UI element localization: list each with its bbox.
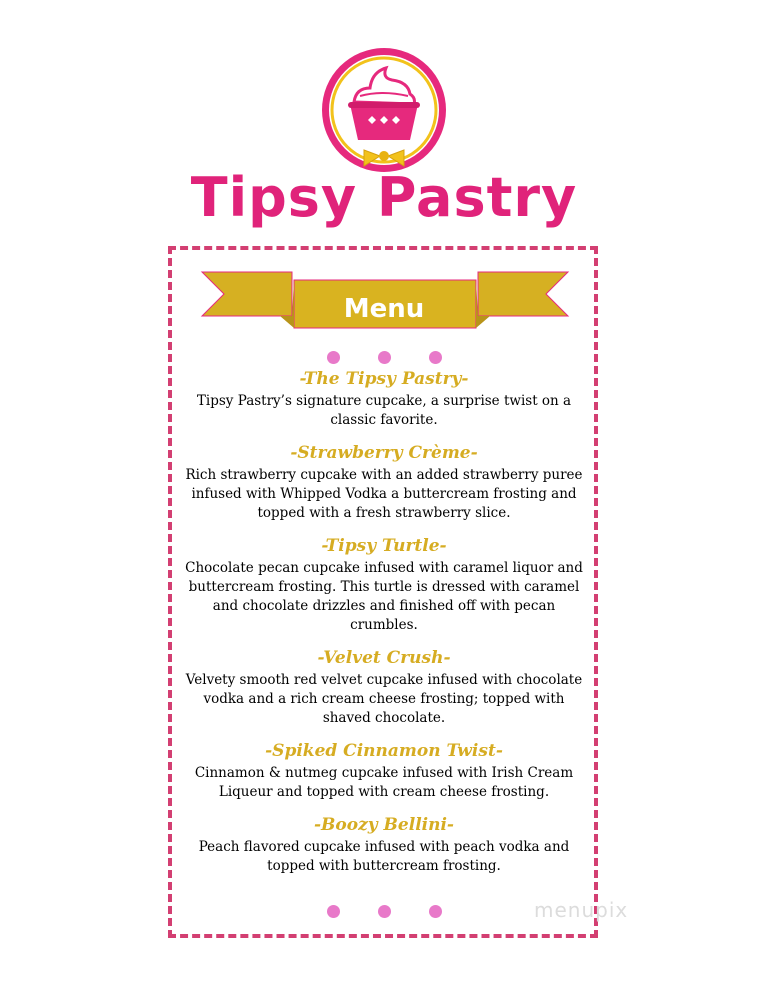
- menu-item-name: -Tipsy Turtle-: [321, 536, 447, 556]
- menu-list: [178, 366, 590, 886]
- menu-item-description: Chocolate pecan cupcake infused with caramel liquor and buttercream frosting. This turtle is dressed with caramel and chocolate drizzles and finished off with pecan crumbles.: [185, 560, 583, 633]
- menu-item-name: -Boozy Bellini-: [314, 815, 454, 835]
- menu-item-description: Velvety smooth red velvet cupcake infused with chocolate vodka and a rich cream cheese frosting; topped with shaved chocolate.: [185, 672, 583, 726]
- dot-icon: [378, 905, 391, 918]
- menu-item-name: -Spiked Cinnamon Twist-: [265, 741, 503, 761]
- cupcake-logo-icon: [320, 46, 448, 174]
- menu-item-description: Cinnamon & nutmeg cupcake infused with Irish Cream Liqueur and topped with cream cheese frosting.: [194, 765, 574, 800]
- dot-icon: [429, 351, 442, 364]
- watermark: menupix: [534, 898, 629, 922]
- menu-item: [178, 366, 590, 430]
- menu-item-name: -Strawberry Crème-: [290, 443, 478, 463]
- menu-heading: Menu: [343, 294, 425, 324]
- menu-item: [178, 812, 590, 876]
- menu-item-description: Tipsy Pastry’s signature cupcake, a surprise twist on a classic favorite.: [196, 393, 572, 428]
- dot-icon: [327, 905, 340, 918]
- brand-title: Tipsy Pastry: [190, 166, 578, 229]
- menu-item: [178, 533, 590, 635]
- menu-item-description: Peach flavored cupcake infused with peach vodka and topped with buttercream frosting.: [198, 839, 570, 874]
- divider-dots-bottom: [0, 905, 768, 918]
- dot-icon: [378, 351, 391, 364]
- dot-icon: [327, 351, 340, 364]
- divider-dots-top: [0, 351, 768, 364]
- menu-item-description: Rich strawberry cupcake with an added strawberry puree infused with Whipped Vodka a buttercream frosting and topped with a fresh strawberry slice.: [185, 467, 583, 521]
- dot-icon: [429, 905, 442, 918]
- menu-item: [178, 440, 590, 523]
- menu-item-name: -The Tipsy Pastry-: [299, 369, 469, 389]
- menu-item: [178, 738, 590, 802]
- menu-item: [178, 645, 590, 728]
- menu-item-name: -Velvet Crush-: [317, 648, 451, 668]
